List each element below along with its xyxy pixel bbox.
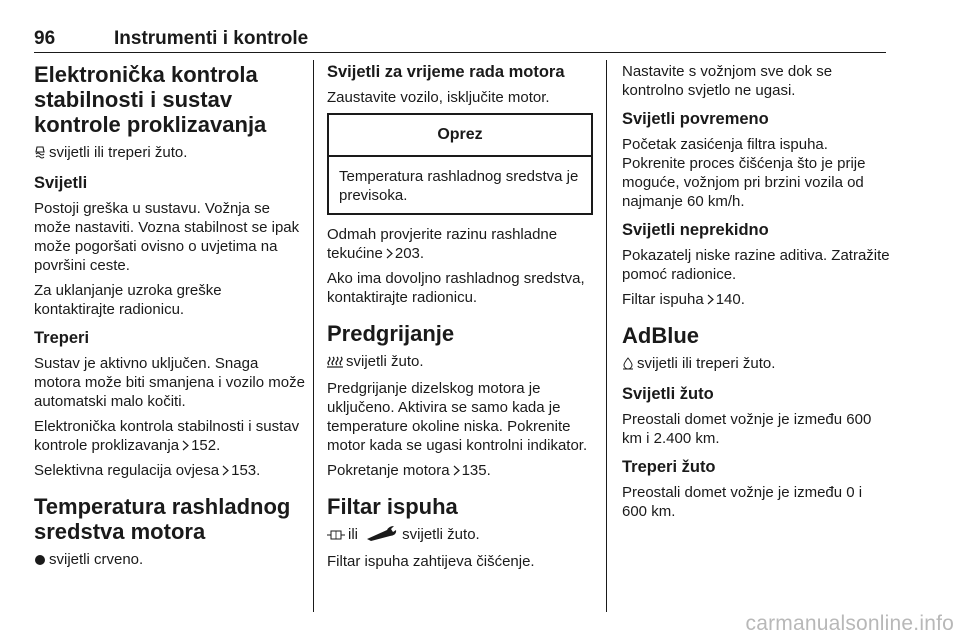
preheat-intro: svijetli žuto.	[327, 352, 593, 373]
page-link[interactable]: 135.	[461, 462, 491, 479]
caution-label: Oprez	[329, 115, 591, 157]
lit-text-1: Postoji greška u sustavu. Vožnja se može nastaviti. Vozna stabilnost se ipak može pogoršati ovisno o uvjetima na površini ceste.	[34, 200, 300, 274]
filter-text-1: Filtar ispuha zahtijeva čišćenje.	[327, 553, 535, 570]
preheat-text-1: Predgrijanje dizelskog motora je uključeno. Aktivira se samo kada je temperature okoline niska. Pokrenite motor kada se ugasi kontrolni indikator.	[327, 380, 588, 454]
adblue-intro: svijetli ili treperi žuto.	[622, 354, 890, 375]
yellow-heading: Svijetli žuto	[622, 385, 714, 403]
column-divider	[313, 60, 314, 612]
after-text-2: Ako ima dovoljno rashladnog sredstva, kontaktirajte radionicu.	[327, 270, 585, 306]
page-ref-arrow-icon	[707, 291, 714, 302]
running-heading: Svijetli za vrijeme rada motora	[327, 63, 565, 81]
esp-title: Elektronička kontrola stabilnosti i sustav kontrole proklizavanja	[34, 62, 267, 137]
constant-text-2: Filtar ispuha 140.	[622, 291, 745, 308]
page-link[interactable]: 140.	[715, 291, 745, 308]
column-left	[34, 62, 306, 577]
page-link[interactable]: 153.	[231, 462, 261, 479]
preheat-title: Predgrijanje	[327, 321, 455, 346]
page-ref-arrow-icon	[386, 245, 393, 256]
filter-title: Filtar ispuha	[327, 494, 458, 519]
exhaust-filter-icon	[327, 527, 345, 546]
page-ref-arrow-icon	[453, 462, 460, 473]
flash-yellow-text: Preostali domet vožnje je između 0 i 600 km.	[622, 484, 863, 520]
continue-text: Nastavite s vožnjom sve dok se kontrolno svjetlo ne ugasi.	[622, 63, 833, 99]
red-dot-icon	[34, 552, 46, 571]
flash-text-2: Elektronička kontrola stabilnosti i sustav kontrole proklizavanja 152.	[34, 418, 300, 454]
esp-intro: svijetli ili treperi žuto.	[34, 143, 306, 164]
glow-plug-icon	[327, 354, 343, 373]
coolant-title: Temperatura rashladnog sredstva motora	[34, 494, 291, 544]
after-text-1: Odmah provjerite razinu rashladne tekućine 203.	[327, 226, 558, 262]
page-number: 96	[34, 28, 56, 49]
filter-intro: ili svijetli žuto.	[327, 525, 593, 546]
adblue-icon	[622, 356, 634, 375]
column-divider	[606, 60, 607, 612]
caution-box	[327, 113, 593, 215]
coolant-intro: svijetli crveno.	[34, 550, 306, 571]
flash-heading: Treperi	[34, 329, 90, 347]
lit-heading: Svijetli	[34, 174, 88, 192]
esp-skid-icon	[34, 145, 46, 164]
page-ref-arrow-icon	[222, 462, 229, 473]
caution-text: Temperatura rashladnog sredstva je previsoka.	[339, 168, 579, 204]
flash-yellow-heading: Treperi žuto	[622, 458, 716, 476]
column-middle	[327, 62, 593, 577]
yellow-text: Preostali domet vožnje je između 600 km i 2.400 km.	[622, 411, 872, 447]
column-right	[622, 62, 890, 527]
adblue-title: AdBlue	[622, 323, 699, 348]
chapter-title: Instrumenti i kontrole	[114, 28, 309, 49]
page-link[interactable]: 203.	[394, 245, 425, 262]
page-ref-arrow-icon	[182, 437, 189, 448]
constant-heading: Svijetli neprekidno	[622, 221, 769, 239]
constant-text-1: Pokazatelj niske razine aditiva. Zatražite pomoć radionice.	[622, 247, 890, 283]
watermark: carmanualsonline.info	[745, 612, 954, 635]
page-link[interactable]: 152.	[191, 437, 221, 454]
intermittent-text: Početak zasićenja filtra ispuha. Pokrenite proces čišćenja što je prije moguće, vožnjom pri brzini vozila od najmanje 60 km/h.	[622, 136, 866, 210]
lit-text-2: Za uklanjanje uzroka greške kontaktirajte radionicu.	[34, 282, 222, 318]
running-text: Zaustavite vozilo, isključite motor.	[327, 89, 550, 106]
wrench-icon	[365, 525, 399, 546]
page-header	[34, 26, 886, 53]
flash-text-1: Sustav je aktivno uključen. Snaga motora može biti smanjena i vozilo može automatski malo kočiti.	[34, 355, 305, 410]
intermittent-heading: Svijetli povremeno	[622, 110, 769, 128]
preheat-text-2: Pokretanje motora 135.	[327, 462, 491, 479]
flash-text-3: Selektivna regulacija ovjesa 153.	[34, 462, 261, 479]
